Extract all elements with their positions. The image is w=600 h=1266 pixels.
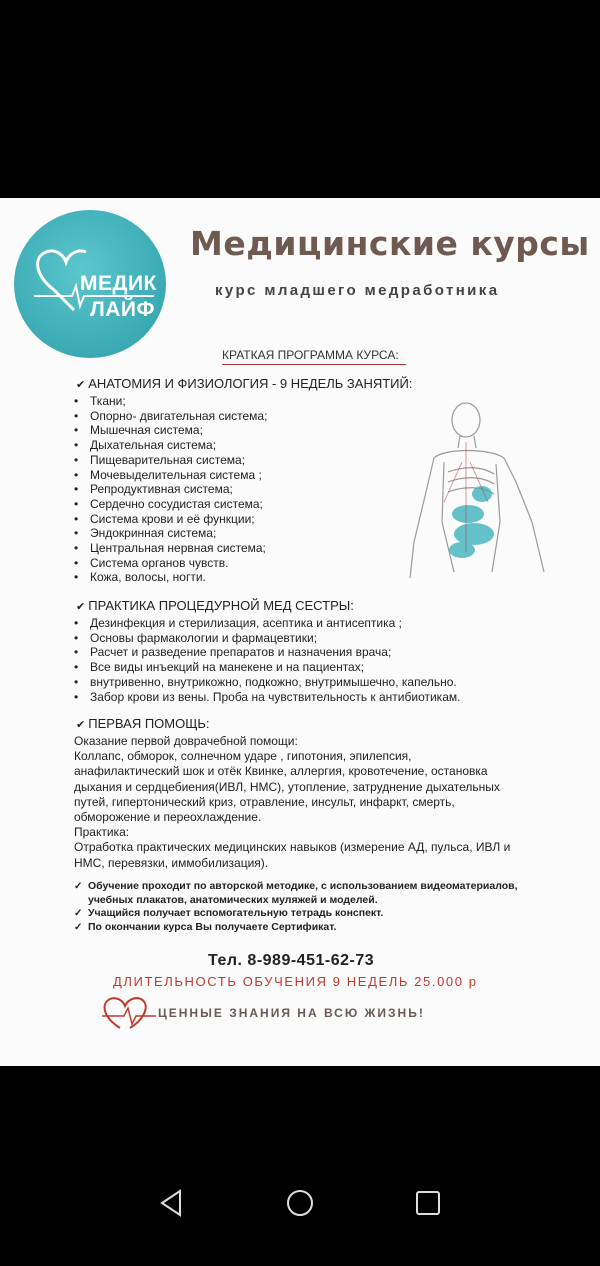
note-item: ✓ По окончании курса Вы получаете Сертификат.	[74, 921, 558, 935]
anatomy-list	[74, 394, 267, 585]
logo-text-line2: ЛАЙФ	[90, 298, 155, 321]
recents-icon[interactable]	[414, 1188, 442, 1218]
list-item: • Расчет и разведение препаратов и назначения врача;	[74, 645, 460, 660]
logo-text-line1: МЕДИК	[80, 272, 157, 295]
list-item: • Дыхательная система;	[74, 438, 267, 453]
flyer-title: Медицинские курсы	[190, 224, 590, 263]
text-line: дыхания и сердцебиения(ИВЛ, НМС), утопление, затруднение дыхательных	[74, 779, 500, 794]
list-item: • Опорно- двигательная система;	[74, 409, 267, 424]
list-item: • Кожа, волосы, ногти.	[74, 570, 267, 585]
program-heading: КРАТКАЯ ПРОГРАММА КУРСА:	[222, 348, 406, 365]
section-firstaid-title: ПЕРВАЯ ПОМОЩЬ:	[88, 716, 210, 731]
section-anatomy-heading	[76, 376, 412, 391]
medik-life-logo	[14, 210, 166, 358]
list-item: • Система крови и её функции;	[74, 512, 267, 527]
check-icon: ✔	[76, 719, 86, 731]
list-item: • Система органов чувств.	[74, 556, 267, 571]
text-line: Отработка практических медицинских навыков (измерение АД, пульса, ИВЛ и	[74, 840, 511, 855]
text-line: НМС, перевязки, иммобилизация).	[74, 855, 269, 870]
list-item: • Сердечно сосудистая система;	[74, 497, 267, 512]
list-item: • Все виды инъекций на манекене и на пациентах;	[74, 660, 460, 675]
note-item: ✓ Учащийся получает вспомогательную тетрадь конспект.	[74, 907, 558, 921]
list-item: • Эндокринная система;	[74, 526, 267, 541]
check-icon: ✔	[76, 379, 86, 391]
notes-list	[74, 880, 558, 934]
slogan: ЦЕННЫЕ ЗНАНИЯ НА ВСЮ ЖИЗНЬ!	[158, 1006, 425, 1020]
section-anatomy-title: АНАТОМИЯ И ФИЗИОЛОГИЯ - 9 НЕДЕЛЬ ЗАНЯТИЙ:	[88, 376, 413, 391]
check-icon: ✔	[76, 601, 86, 613]
list-item: • Основы фармакологии и фармацевтики;	[74, 631, 460, 646]
list-item: • Забор крови из вены. Проба на чувствительность к антибиотикам.	[74, 690, 460, 705]
android-navigation-bar	[0, 1174, 600, 1266]
section-firstaid-heading	[76, 716, 210, 731]
list-item: • Мочевыделительная система ;	[74, 468, 267, 483]
note-item: ✓ Обучение проходит по авторской методике, с использованием видеоматериалов, учебных плакатов, анатомических муляжей и моделей.	[74, 880, 558, 907]
text-line: анафилактический шок и отёк Квинке, аллергия, кровотечение, остановка	[74, 764, 488, 779]
list-item: • Пищеварительная система;	[74, 453, 267, 468]
text-line: Оказание первой доврачебной помощи:	[74, 734, 298, 748]
heart-pulse-icon	[100, 994, 156, 1034]
list-item: • Ткани;	[74, 394, 267, 409]
text-line: путей, гипертонический криз, отравление, инсульт, инфаркт, смерть,	[74, 794, 455, 809]
list-item: • внутривенно, внутрикожно, подкожно, внутримышечно, капельно.	[74, 675, 460, 690]
home-icon[interactable]	[285, 1188, 315, 1218]
phone-number: Тел. 8-989-451-62-73	[208, 952, 375, 969]
text-line: Практика:	[74, 825, 130, 840]
practice-list	[74, 616, 460, 704]
section-practice-title: ПРАКТИКА ПРОЦЕДУРНОЙ МЕД СЕСТРЫ:	[88, 598, 354, 613]
list-item: • Дезинфекция и стерилизация, асептика и антисептика ;	[74, 616, 460, 631]
back-icon[interactable]	[158, 1188, 186, 1218]
list-item: • Центральная нервная система;	[74, 541, 267, 556]
text-line: Коллапс, обморок, солнечном ударе , гипотония, эпилепсия,	[74, 749, 412, 764]
firstaid-text	[74, 734, 564, 871]
anatomy-illustration	[404, 402, 554, 586]
list-item: • Репродуктивная система;	[74, 482, 267, 497]
list-item: • Мышечная система;	[74, 423, 267, 438]
flyer-subtitle: курс младшего медработника	[215, 282, 500, 299]
section-practice-heading	[76, 598, 354, 613]
course-flyer-image	[0, 198, 600, 1066]
text-line: обморожение и переохлаждение.	[74, 810, 262, 825]
course-duration-price: ДЛИТЕЛЬНОСТЬ ОБУЧЕНИЯ 9 НЕДЕЛЬ 25.000 р	[113, 974, 478, 989]
